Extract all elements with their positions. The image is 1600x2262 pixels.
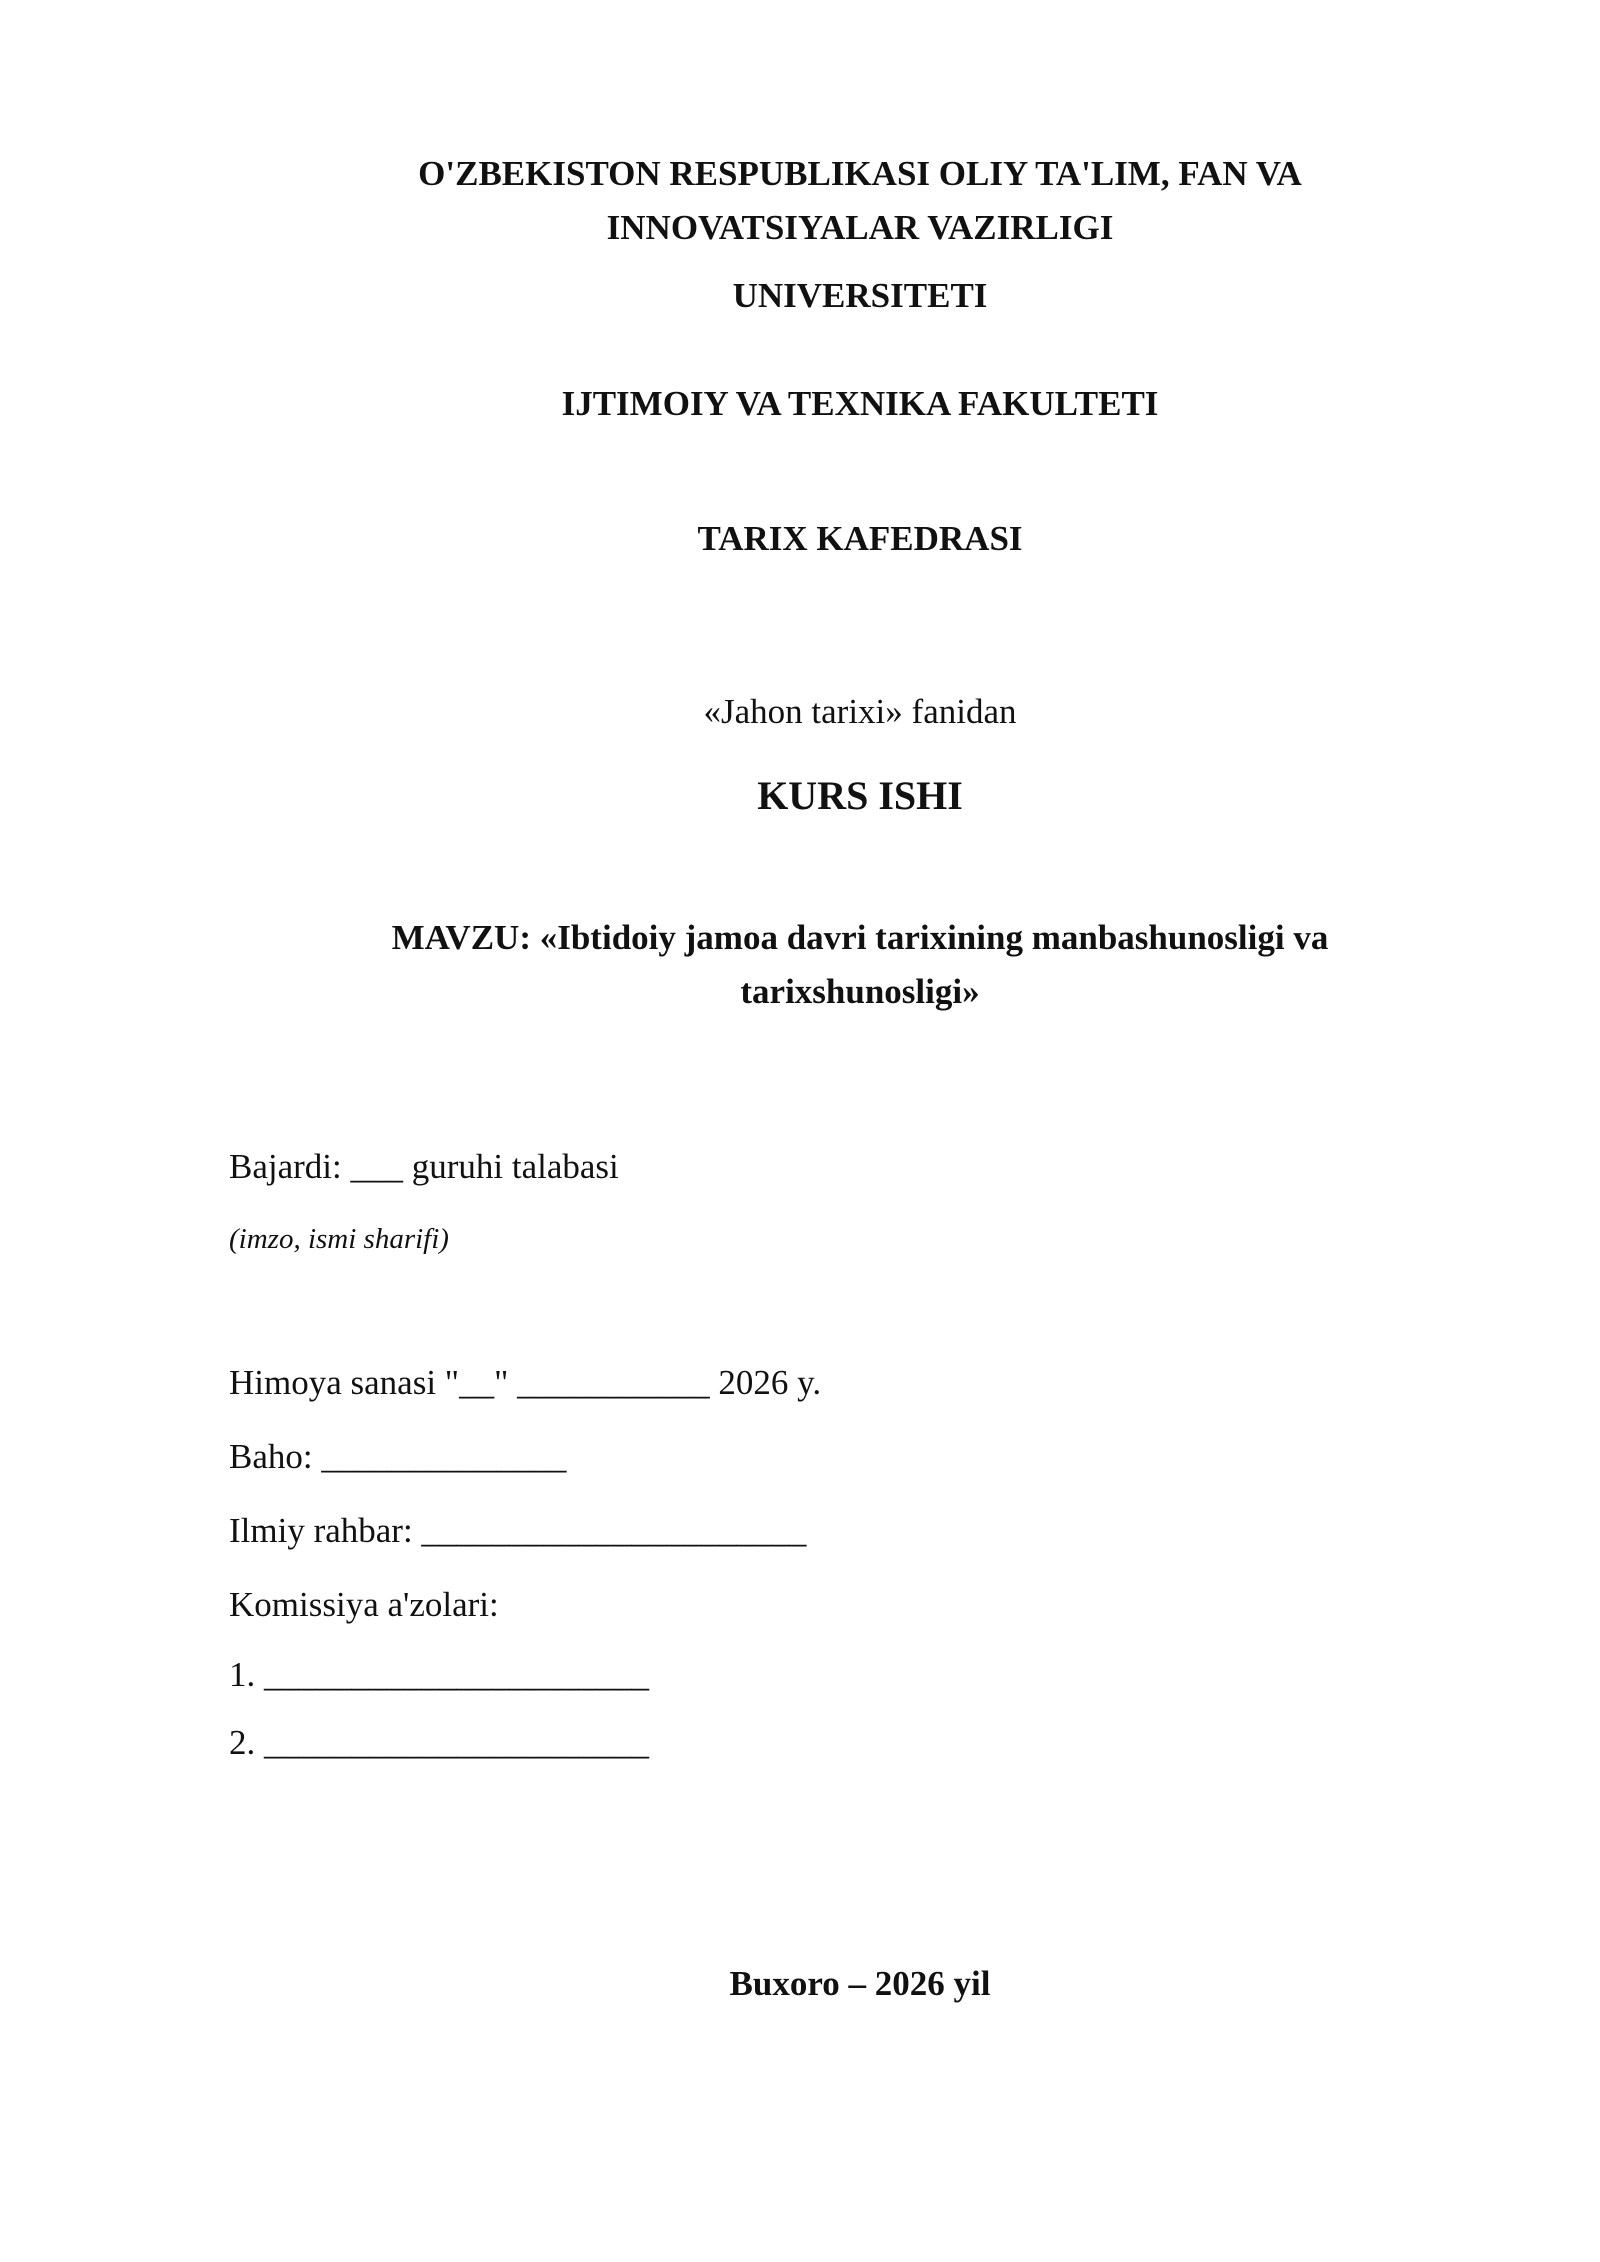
defense-date-line: Himoya sanasi "__" ___________ 2026 y. <box>229 1363 822 1402</box>
signature-note: (imzo, ismi sharifi) <box>229 1223 449 1255</box>
document-type-title: KURS ISHI <box>757 773 963 818</box>
supervisor-line: Ilmiy rahbar: ______________________ <box>229 1511 807 1550</box>
place-year: Buxoro – 2026 yil <box>729 1964 991 2003</box>
ministry-title-line2: INNOVATSIYALAR VAZIRLIGI <box>606 208 1114 247</box>
university-name: UNIVERSITETI <box>732 276 988 315</box>
commission-member-1: 1. ______________________ <box>229 1655 649 1694</box>
performed-by-line: Bajardi: ___ guruhi talabasi <box>229 1147 619 1186</box>
faculty-name: IJTIMOIY VA TEXNIKA FAKULTETI <box>561 384 1159 423</box>
department-name: TARIX KAFEDRASI <box>697 519 1023 558</box>
commission-label: Komissiya a'zolari: <box>229 1585 499 1624</box>
topic-line2: tarixshunosligi» <box>740 972 980 1011</box>
ministry-title-line1: O'ZBEKISTON RESPUBLIKASI OLIY TA'LIM, FAN VA <box>418 154 1302 193</box>
commission-member-2: 2. ______________________ <box>229 1723 649 1762</box>
topic-line1: MAVZU: «Ibtidoiy jamoa davri tarixining manbashunosligi va <box>391 918 1329 957</box>
subject-line: «Jahon tarixi» fanidan <box>703 692 1017 731</box>
grade-line: Baho: ______________ <box>229 1437 567 1476</box>
